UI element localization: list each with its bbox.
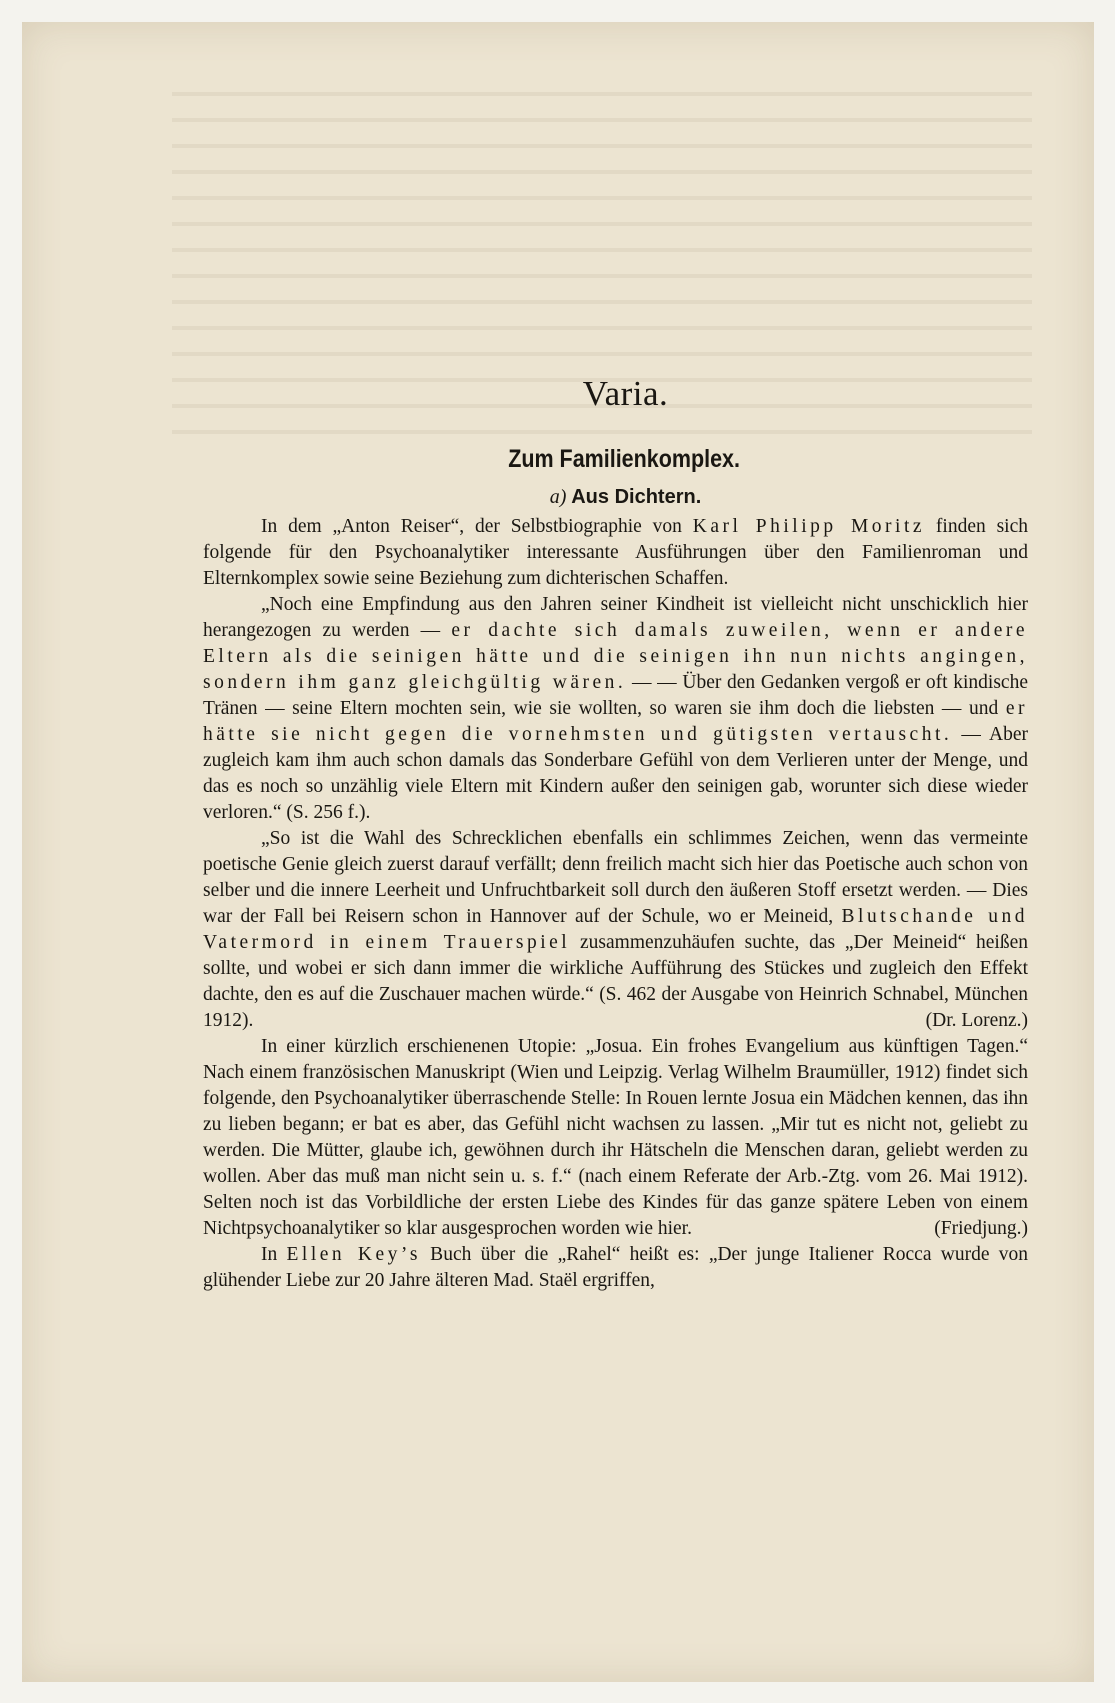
paragraph	[203, 1034, 1028, 1242]
author-signature: (Friedjung.)	[934, 1218, 1028, 1239]
emphasized-text: Ellen Key’s	[286, 1244, 421, 1265]
paragraph-text: In einer kürzlich erschienenen Utopie: „Josua. Ein frohes Evangelium aus künftigen Tagen.“ Nach einem französischen Manuskript (Wien und Leipzig. Verlag Wilhelm Braumüller, 1912) findet sich folgende, den Psychoanalytiker überraschende Stelle: In Rouen lernte Josua ein Mädchen kennen, das ihn zu lieben begann; er bat es aber, das Gefühl nicht wachsen zu lassen. „Mir tut es nicht not, geliebt zu werden. Die Mütter, glaube ich, gewöhnen durch ihr Hätscheln die Menschen daran, geliebt werden zu wollen. Aber das muß man nicht sein u. s. f.“ (nach einem Referate der Arb.-Ztg. vom 26. Mai 1912). Selten noch ist das Vorbildliche der ersten Liebe des Kindes für das ganze spätere Leben von einem Nichtpsychoanalytiker so klar ausgesprochen worden wie hier.	[203, 1036, 1028, 1239]
paragraph-text: — Aber zugleich kam ihm auch schon damals das Sonderbare Gefühl von dem Verlieren unter der Menge, und das es noch so unzählig viele Eltern mit Kindern außer den seinigen gab, worunter sich diese wieder verloren.“ (S. 256 f.).	[203, 724, 1028, 823]
article-title: Zum Familienkomplex.	[508, 445, 740, 473]
paragraph-text: zusammenzuhäufen suchte, das „Der Meineid“ heißen sollte, und wobei er sich dann immer die wirkliche Aufführung des Stückes und zugleich den Effekt dachte, den es auf die Zuschauer machen würde.“ (S. 462 der Ausgabe von Heinrich Schnabel, München 1912).	[203, 932, 1028, 1031]
emphasized-text: Karl Philipp Moritz	[692, 516, 926, 537]
paragraph-text: In dem „Anton Reiser“, der Selbstbiographie von	[261, 516, 693, 537]
section-heading	[203, 484, 1028, 510]
paragraph	[203, 826, 1028, 1034]
paragraph	[203, 592, 1028, 826]
scanned-page	[22, 22, 1094, 1682]
paragraph-text: Buch über die „Rahel“ heißt es: „Der junge Italiener Rocca wurde von glühender Liebe zur 20 Jahre älteren Mad. Staël ergriffen,	[203, 1244, 1028, 1291]
body-text	[203, 514, 1028, 1294]
paragraph-text: „Noch eine Empfindung aus den Jahren seiner Kindheit ist vielleicht nicht unschicklich hier herangezogen zu werden —	[203, 594, 1028, 641]
paragraph-text: finden sich folgende für den Psychoanalytiker interessante Ausführungen über den Familienroman und Elternkomplex sowie seine Beziehung zum dichterischen Schaffen.	[203, 516, 1028, 589]
paragraph-text: „So ist die Wahl des Schrecklichen ebenfalls ein schlimmes Zeichen, wenn das vermeinte poetische Genie gleich zuerst darauf verfällt; denn freilich macht sich hier das Poetische auch schon von selber und die innere Leerheit und Unfruchtbarkeit soll durch den äußeren Stoff ersetzt werden. — Dies war der Fall bei Reisern schon in Hannover auf der Schule, wo er Meineid,	[203, 828, 1028, 927]
page-content	[203, 374, 1028, 1294]
emphasized-text: er hätte sie nicht gegen die vornehmsten und gütigsten vertauscht.	[203, 698, 1028, 745]
paragraph	[203, 514, 1028, 592]
author-signature: (Dr. Lorenz.)	[925, 1010, 1028, 1031]
section-letter: a)	[549, 486, 567, 508]
emphasized-text: er dachte sich damals zuweilen, wenn er andere Eltern als die seinigen hätte und die seinigen ihn nun nichts angingen, sondern ihm ganz gleichgültig wären.	[203, 620, 1029, 693]
page-heading: Varia.	[582, 374, 669, 413]
paragraph	[203, 1242, 1028, 1294]
emphasized-text: Blutschande und Vatermord in einem Trauerspiel	[203, 906, 1028, 953]
section-title: Aus Dichtern.	[571, 486, 702, 508]
paragraph-text: In	[261, 1244, 287, 1265]
paragraph-text: — — Über den Gedanken vergoß er oft kindische Tränen — seine Eltern mochten sein, wie sie wollten, so waren sie ihm doch die liebsten — und	[203, 672, 1028, 719]
